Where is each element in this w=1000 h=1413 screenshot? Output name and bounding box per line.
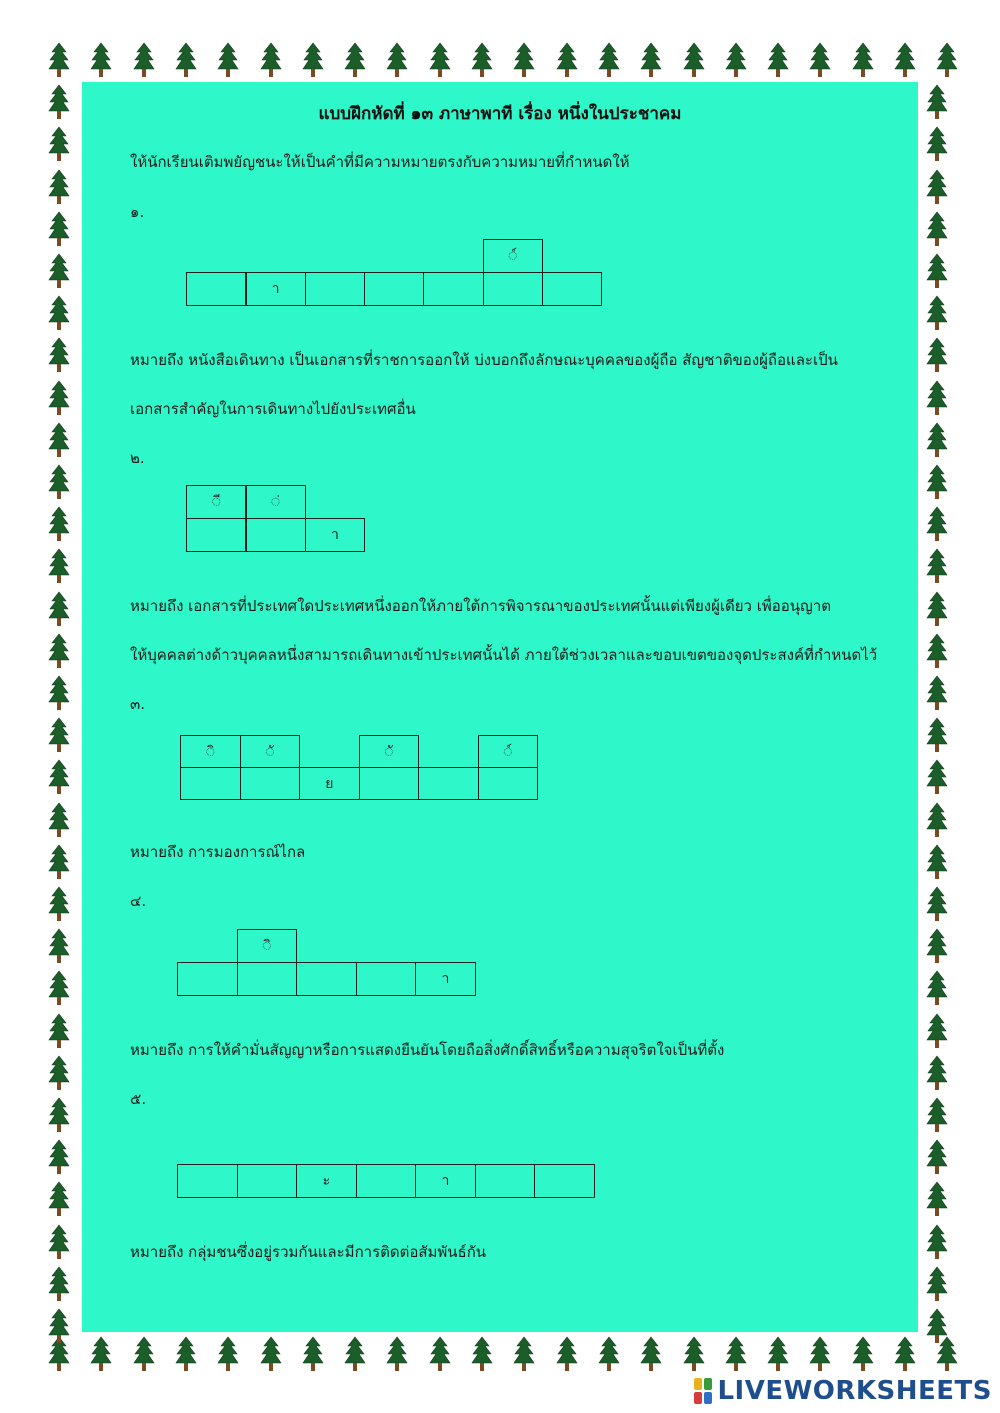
- tree-icon: [683, 1336, 705, 1374]
- tree-icon: [48, 591, 70, 629]
- tree-icon: [926, 126, 948, 164]
- question-4-number: ๔.: [130, 892, 147, 910]
- liveworksheets-logo-mark: [693, 1377, 713, 1405]
- question-2-bottom-cell-2[interactable]: [245, 518, 306, 552]
- tree-icon: [48, 1181, 70, 1219]
- question-4-bottom-cell-5[interactable]: า: [415, 962, 476, 996]
- tree-icon: [894, 1336, 916, 1374]
- tree-icon: [90, 1336, 112, 1374]
- tree-icon: [429, 42, 451, 80]
- tree-icon: [48, 42, 70, 80]
- tree-icon: [344, 42, 366, 80]
- tree-icon: [640, 42, 662, 80]
- question-3-bottom-cell-6[interactable]: [478, 767, 539, 800]
- tree-icon: [926, 295, 948, 333]
- question-3-bottom-cell-2[interactable]: [240, 767, 301, 800]
- tree-icon: [926, 802, 948, 840]
- question-1-bottom-cell-4[interactable]: [364, 272, 425, 306]
- question-4-bottom-cell-1[interactable]: [177, 962, 238, 996]
- tree-icon: [48, 1013, 70, 1051]
- tree-icon: [926, 1308, 948, 1346]
- tree-icon: [48, 717, 70, 755]
- tree-icon: [48, 675, 70, 713]
- tree-icon: [48, 169, 70, 207]
- question-1-bottom-cell-3[interactable]: [305, 272, 366, 306]
- tree-icon: [48, 126, 70, 164]
- tree-icon: [48, 1224, 70, 1262]
- logo-square-l: [694, 1378, 702, 1390]
- question-2-bottom-cell-3[interactable]: า: [305, 518, 366, 552]
- tree-icon: [48, 1055, 70, 1093]
- tree-icon: [926, 1097, 948, 1135]
- question-5-bottom-cell-7[interactable]: [534, 1164, 595, 1198]
- tree-icon: [133, 1336, 155, 1374]
- tree-icon: [471, 42, 493, 80]
- question-2-top-cell-1[interactable]: ◌ี: [186, 485, 247, 519]
- tree-icon: [48, 1097, 70, 1135]
- question-1-top-cell-6[interactable]: ◌์: [483, 239, 544, 273]
- tree-icon: [926, 464, 948, 502]
- question-4-top-cell-2[interactable]: ◌ิ: [237, 929, 298, 963]
- tree-icon: [725, 42, 747, 80]
- tree-icon: [48, 253, 70, 291]
- tree-icon: [926, 169, 948, 207]
- question-5-bottom-cell-1[interactable]: [177, 1164, 238, 1198]
- question-5-meaning: หมายถึง กลุ่มชนซึ่งอยู่รวมกันและมีการติดต่อสัมพันธ์กัน: [130, 1243, 487, 1261]
- question-1-bottom-cell-1[interactable]: [186, 272, 247, 306]
- question-2-bottom-cell-1[interactable]: [186, 518, 247, 552]
- tree-icon: [767, 1336, 789, 1374]
- tree-icon: [48, 548, 70, 586]
- tree-icon: [48, 633, 70, 671]
- question-3-bottom-cell-1[interactable]: [180, 767, 241, 800]
- question-5-bottom-cell-2[interactable]: [237, 1164, 298, 1198]
- tree-icon: [344, 1336, 366, 1374]
- tree-icon: [302, 42, 324, 80]
- tree-icon: [48, 380, 70, 418]
- tree-icon: [926, 253, 948, 291]
- tree-icon: [48, 928, 70, 966]
- tree-icon: [926, 675, 948, 713]
- tree-icon: [217, 1336, 239, 1374]
- question-1-bottom-cell-7[interactable]: [542, 272, 603, 306]
- tree-icon: [598, 1336, 620, 1374]
- tree-icon: [809, 42, 831, 80]
- tree-icon: [926, 380, 948, 418]
- tree-icon: [386, 42, 408, 80]
- tree-icon: [926, 928, 948, 966]
- question-5-bottom-cell-4[interactable]: [356, 1164, 417, 1198]
- tree-icon: [471, 1336, 493, 1374]
- liveworksheets-logo: [693, 1375, 992, 1407]
- question-3-bottom-cell-4[interactable]: [359, 767, 420, 800]
- question-5-number: ๕.: [130, 1090, 147, 1108]
- tree-icon: [936, 42, 958, 80]
- question-3-bottom-cell-5[interactable]: [418, 767, 479, 800]
- tree-icon: [926, 844, 948, 882]
- logo-square-i: [704, 1378, 712, 1390]
- question-5-bottom-cell-3[interactable]: ะ: [296, 1164, 357, 1198]
- tree-icon: [926, 1139, 948, 1177]
- question-1-meaning-cont: เอกสารสำคัญในการเดินทางไปยังประเทศอื่น: [130, 400, 416, 418]
- tree-icon: [386, 1336, 408, 1374]
- question-3-bottom-cell-3[interactable]: ย: [299, 767, 360, 800]
- question-1-meaning: หมายถึง หนังสือเดินทาง เป็นเอกสารที่ราชการออกให้ บ่งบอกถึงลักษณะบุคคลของผู้ถือ สัญชาติของผู้ถือและเป็น: [130, 351, 838, 369]
- tree-icon: [926, 633, 948, 671]
- question-3-top-cell-4[interactable]: ◌ั: [359, 735, 420, 768]
- tree-icon: [48, 464, 70, 502]
- tree-icon: [926, 211, 948, 249]
- logo-square-e: [704, 1392, 712, 1404]
- tree-icon: [683, 42, 705, 80]
- tree-icon: [513, 42, 535, 80]
- tree-icon: [175, 42, 197, 80]
- tree-icon: [926, 759, 948, 797]
- tree-icon: [926, 1013, 948, 1051]
- tree-icon: [926, 337, 948, 375]
- tree-icon: [926, 422, 948, 460]
- question-4-bottom-cell-4[interactable]: [356, 962, 417, 996]
- tree-icon: [48, 1266, 70, 1304]
- tree-icon: [926, 548, 948, 586]
- tree-icon: [175, 1336, 197, 1374]
- tree-icon: [640, 1336, 662, 1374]
- tree-icon: [926, 591, 948, 629]
- tree-icon: [48, 970, 70, 1008]
- tree-icon: [767, 42, 789, 80]
- tree-icon: [926, 1224, 948, 1262]
- tree-icon: [926, 1181, 948, 1219]
- question-2-meaning-cont: ให้บุคคลต่างด้าวบุคคลหนึ่งสามารถเดินทางเข้าประเทศนั้นได้ ภายใต้ช่วงเวลาและขอบเขตของจุดประสงค์ที่กำหนดไว้: [130, 646, 878, 664]
- tree-icon: [926, 886, 948, 924]
- tree-icon: [260, 42, 282, 80]
- tree-icon: [556, 42, 578, 80]
- tree-icon: [48, 844, 70, 882]
- tree-icon: [926, 717, 948, 755]
- tree-icon: [926, 1266, 948, 1304]
- question-2-number: ๒.: [130, 449, 145, 467]
- tree-icon: [852, 42, 874, 80]
- question-2-top-cell-2[interactable]: ◌่: [245, 485, 306, 519]
- tree-icon: [926, 970, 948, 1008]
- worksheet-title: แบบฝึกหัดที่ ๑๓ ภาษาพาที เรื่อง หนึ่งในประชาคม: [318, 104, 682, 124]
- tree-icon: [133, 42, 155, 80]
- question-5-bottom-cell-6[interactable]: [475, 1164, 536, 1198]
- tree-icon: [556, 1336, 578, 1374]
- tree-icon: [90, 42, 112, 80]
- question-5-bottom-cell-5[interactable]: า: [415, 1164, 476, 1198]
- question-3-top-cell-6[interactable]: ◌์: [478, 735, 539, 768]
- tree-icon: [260, 1336, 282, 1374]
- tree-icon: [48, 1308, 70, 1346]
- logo-square-v: [694, 1392, 702, 1404]
- tree-icon: [852, 1336, 874, 1374]
- tree-icon: [48, 337, 70, 375]
- liveworksheets-logo-text: LIVEWORKSHEETS: [717, 1376, 992, 1406]
- tree-icon: [48, 759, 70, 797]
- question-1-number: ๑.: [130, 203, 145, 221]
- question-3-meaning: หมายถึง การมองการณ์ไกล: [130, 843, 306, 861]
- question-4-bottom-cell-3[interactable]: [296, 962, 357, 996]
- tree-icon: [926, 1055, 948, 1093]
- question-4-bottom-cell-2[interactable]: [237, 962, 298, 996]
- tree-icon: [725, 1336, 747, 1374]
- question-4-meaning: หมายถึง การให้คำมั่นสัญญาหรือการแสดงยืนยันโดยถือสิ่งศักดิ์สิทธิ์หรือความสุจริตใจเป็นที่ตั้ง: [130, 1041, 725, 1059]
- tree-icon: [926, 506, 948, 544]
- tree-icon: [513, 1336, 535, 1374]
- tree-icon: [302, 1336, 324, 1374]
- question-1-bottom-cell-2[interactable]: า: [245, 272, 306, 306]
- tree-icon: [48, 1139, 70, 1177]
- tree-icon: [598, 42, 620, 80]
- question-2-meaning: หมายถึง เอกสารที่ประเทศใดประเทศหนึ่งออกให้ภายใต้การพิจารณาของประเทศนั้นแต่เพียงผู้เดียว เพื่ออนุญาต: [130, 597, 831, 615]
- question-3-number: ๓.: [130, 695, 146, 713]
- instruction-text: ให้นักเรียนเติมพยัญชนะให้เป็นคำที่มีความหมายตรงกับความหมายที่กำหนดให้: [130, 153, 630, 171]
- tree-icon: [217, 42, 239, 80]
- tree-icon: [48, 802, 70, 840]
- question-3-top-cell-2[interactable]: ◌ั: [240, 735, 301, 768]
- tree-icon: [48, 422, 70, 460]
- question-3-top-cell-1[interactable]: ◌ิ: [180, 735, 241, 768]
- question-1-bottom-cell-5[interactable]: [423, 272, 484, 306]
- tree-icon: [894, 42, 916, 80]
- tree-icon: [48, 295, 70, 333]
- tree-icon: [809, 1336, 831, 1374]
- tree-icon: [48, 506, 70, 544]
- tree-icon: [429, 1336, 451, 1374]
- tree-icon: [48, 886, 70, 924]
- question-1-bottom-cell-6[interactable]: [483, 272, 544, 306]
- tree-icon: [48, 211, 70, 249]
